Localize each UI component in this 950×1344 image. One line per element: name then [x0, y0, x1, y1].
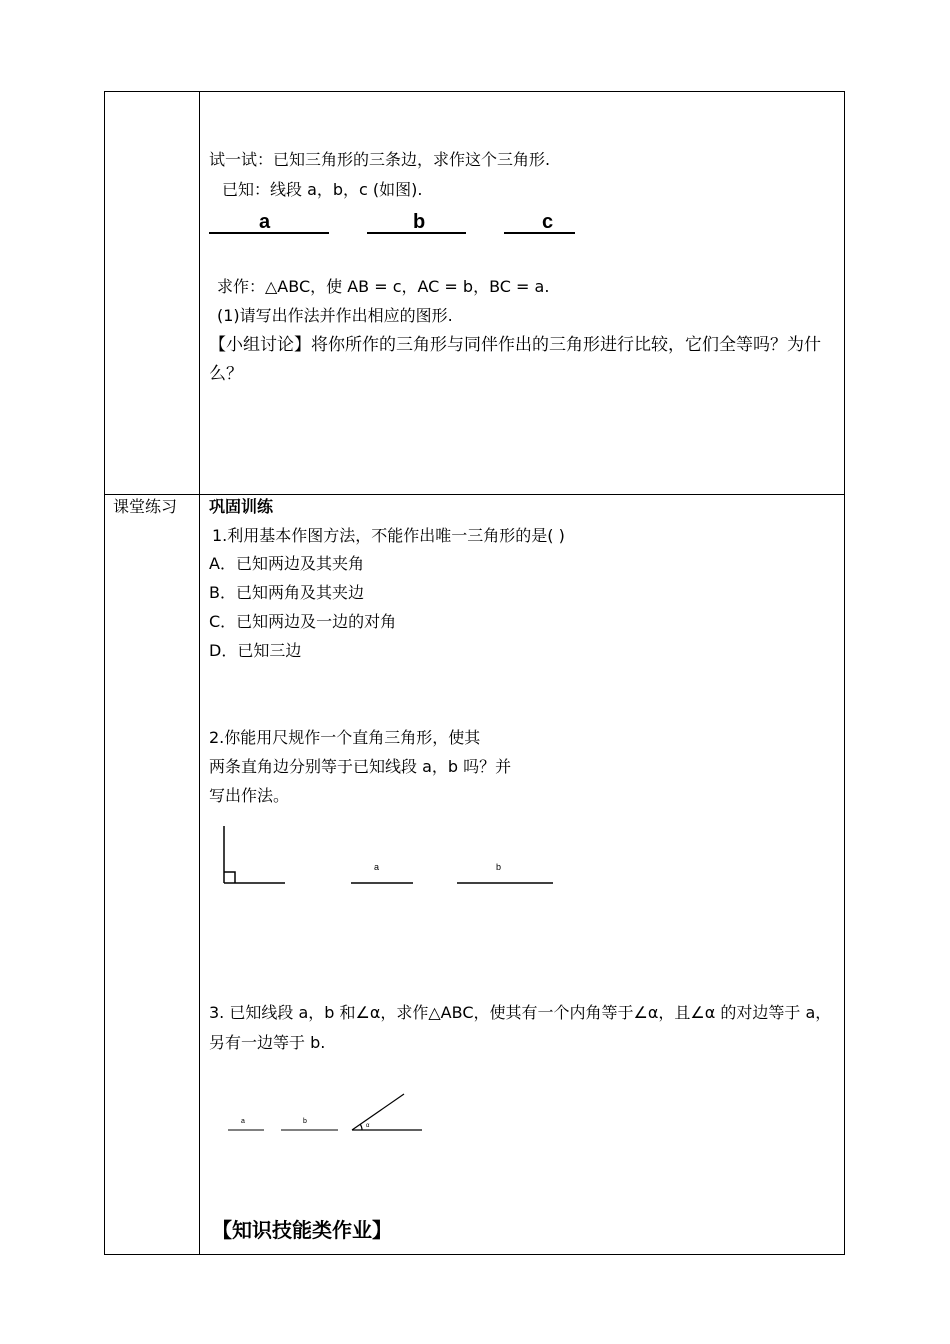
try-intro: 试一试：已知三角形的三条边，求作这个三角形.	[209, 150, 551, 169]
discussion-line2: 么？	[209, 364, 243, 384]
step1-text: (1)请写出作法并作出相应的图形.	[217, 306, 453, 325]
segment-b-label: b	[413, 211, 426, 233]
task-text: 求作：△ABC，使 AB = c，AC = b，BC = a.	[217, 277, 550, 296]
q2-segment-a-label: a	[374, 862, 380, 872]
practice-heading: 巩固训练	[209, 497, 274, 516]
q2-segment-b-label: b	[496, 862, 502, 872]
segment-c-label: c	[542, 211, 554, 233]
homework-heading: 【知识技能类作业】	[212, 1218, 392, 1242]
question-1: 1.利用基本作图方法，不能作出唯一三角形的是( )	[212, 526, 565, 545]
question-2-line1: 2.你能用尺规作一个直角三角形，使其	[209, 728, 481, 747]
q3-segment-b-label: b	[303, 1118, 307, 1125]
question-2-line2: 两条直角边分别等于已知线段 a，b 吗？并	[209, 757, 512, 776]
option-d: D．已知三边	[209, 641, 302, 660]
q3-alpha-label: α	[366, 1123, 370, 1129]
option-a: A．已知两边及其夹角	[209, 554, 364, 573]
option-c: C．已知两边及一边的对角	[209, 612, 397, 631]
segment-a-label: a	[259, 211, 271, 233]
discussion-line1: 【小组讨论】将你所作的三角形与同伴作出的三角形进行比较，它们全等吗？为什	[209, 335, 821, 355]
given-text: 已知：线段 a，b，c (如图).	[222, 180, 423, 199]
question-2-line3: 写出作法。	[209, 786, 290, 805]
q3-segment-a-label: a	[241, 1118, 245, 1125]
question-3-line2: 另有一边等于 b.	[209, 1033, 326, 1052]
option-b: B．已知两角及其夹边	[209, 583, 364, 602]
practice-label: 课堂练习	[113, 497, 178, 516]
question-3-line1: 3. 已知线段 a，b 和∠α，求作△ABC，使其有一个内角等于∠α，且∠α 的对边等于 a，	[209, 1003, 832, 1022]
angle-alpha-figure	[352, 1094, 422, 1130]
